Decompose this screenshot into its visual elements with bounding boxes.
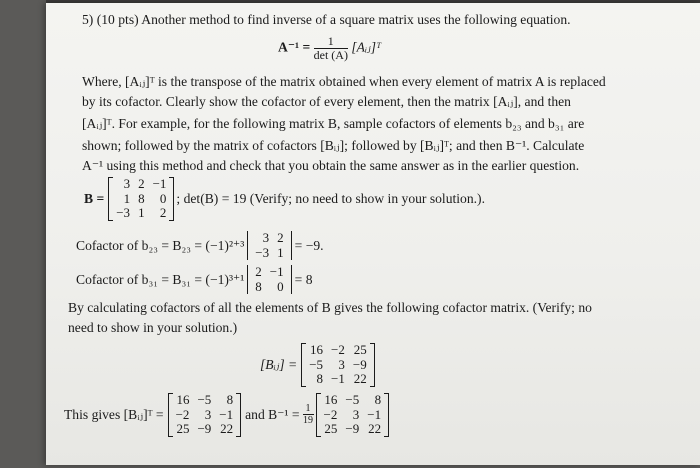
matrix-cell: 25 [176, 421, 190, 436]
matrix-cell: 22 [353, 371, 367, 386]
determinant-text: ; det(B) = 19 (Verify; no need to show in your solution.). [176, 190, 485, 206]
paragraph-line-2: by its cofactor. Clearly show the cofactor of every element, then the matrix [Aᵢⱼ], and then [82, 94, 571, 109]
matrix-cell: 3 [204, 406, 212, 422]
cofactor-matrix-line [260, 343, 375, 387]
inverse-fraction [303, 403, 314, 426]
matrix-cell: 8 [316, 371, 324, 386]
paragraph2-line-1: By calculating cofactors of all the elements of B gives the following cofactor matrix. (Verify; no [68, 300, 592, 315]
inverse-fraction-numerator: 1 [303, 403, 314, 415]
matrix-cell: 0 [159, 190, 167, 206]
inverse-equation [278, 35, 381, 62]
paragraph-line-3: [Aᵢⱼ]ᵀ. For example, for the following matrix B, sample cofactors of elements b₂₃ and b₃₁ are [82, 116, 585, 131]
matrix-cell: 1 [138, 205, 145, 220]
matrix-cell: 1 [123, 190, 131, 206]
fraction-denominator: det (A) [313, 48, 348, 62]
matrix-cell: 8 [138, 190, 145, 206]
matrix-b [108, 177, 174, 221]
matrix-cell: −9 [352, 356, 367, 372]
matrix-cell: 22 [368, 421, 382, 436]
matrix-cell: −2 [175, 406, 190, 422]
matrix-cell: 3 [123, 176, 131, 191]
transpose-label: This gives [Bᵢⱼ]ᵀ = [64, 406, 164, 422]
matrix-cell: −3 [255, 244, 270, 260]
paragraph-line-5: A⁻¹ using this method and check that you obtain the same answer as in the earlier question. [82, 158, 580, 173]
cofactor-b31-result: = 8 [294, 271, 313, 287]
matrix-cell: 2 [159, 205, 167, 220]
matrix-cell: −9 [197, 421, 212, 436]
matrix-cell: 0 [277, 278, 284, 294]
matrix-cell: −1 [367, 406, 382, 422]
equation-lhs: A⁻¹ = [278, 39, 311, 55]
inverse-fraction-denominator: 19 [303, 415, 314, 427]
matrix-b-line [84, 177, 485, 221]
cofactor-transpose-matrix [168, 393, 242, 437]
result-line [64, 393, 389, 437]
matrix-cell: 25 [353, 342, 367, 357]
equation-fraction [314, 35, 348, 62]
cofactor-b23-minor [247, 231, 291, 260]
inverse-label: and B⁻¹ = [245, 406, 300, 422]
matrix-cell: 3 [262, 230, 270, 245]
matrix-cell: −9 [345, 421, 360, 436]
cofactor-b31-line [76, 265, 313, 294]
cofactor-b31-lhs: Cofactor of b₃₁ = B₃₁ = (−1)³⁺¹ [76, 271, 245, 287]
problem-header: 5) (10 pts) Another method to find inverse of a square matrix uses the following equation. [82, 12, 571, 27]
matrix-cell: 1 [277, 244, 284, 260]
fraction-numerator: 1 [314, 35, 348, 49]
matrix-cell: −1 [269, 264, 284, 279]
matrix-cell: 8 [226, 392, 234, 407]
matrix-cell: 2 [138, 176, 145, 191]
matrix-cell: 2 [255, 264, 262, 279]
matrix-cell: −2 [331, 342, 345, 357]
paragraph-line-4: shown; followed by the matrix of cofactors [Bᵢⱼ]; followed by [Bᵢⱼ]ᵀ; and then B⁻¹. Calculate [82, 138, 585, 153]
cofactor-b23-line [76, 231, 324, 260]
matrix-cell: 25 [324, 421, 338, 436]
matrix-cell: −2 [323, 406, 338, 422]
matrix-cell: −1 [219, 406, 234, 422]
paragraph-line-1: Where, [Aᵢⱼ]ᵀ is the transpose of the matrix obtained when every element of matrix A is replaced [82, 74, 606, 89]
paragraph2-line-2: need to show in your solution.) [68, 320, 238, 335]
matrix-cell: 2 [277, 230, 284, 245]
matrix-cell: 8 [374, 392, 382, 407]
matrix-cell: 8 [255, 278, 262, 294]
worksheet-page [46, 3, 700, 465]
matrix-cell: −3 [116, 205, 131, 220]
matrix-cell: 22 [220, 421, 234, 436]
matrix-cell: 16 [176, 392, 190, 407]
matrix-cell: 3 [338, 356, 345, 372]
cofactor-matrix [301, 343, 375, 387]
matrix-cell: −5 [345, 392, 360, 407]
cofactor-b31-minor [247, 265, 291, 294]
matrix-cell: −5 [309, 356, 324, 372]
matrix-b-label: B = [84, 190, 105, 206]
matrix-cell: −1 [152, 176, 167, 191]
matrix-cell: −5 [197, 392, 212, 407]
cofactor-b23-result: = −9. [294, 237, 324, 253]
equation-rhs: [Aᵢⱼ]ᵀ [351, 39, 382, 55]
matrix-cell: −1 [331, 371, 345, 386]
matrix-cell: 3 [352, 406, 360, 422]
cofactor-matrix-label: [Bᵢⱼ] = [260, 356, 298, 372]
matrix-cell: 16 [310, 342, 324, 357]
inverse-matrix [316, 393, 390, 437]
matrix-cell: 16 [324, 392, 338, 407]
cofactor-b23-lhs: Cofactor of b₂₃ = B₂₃ = (−1)²⁺³ [76, 237, 245, 253]
